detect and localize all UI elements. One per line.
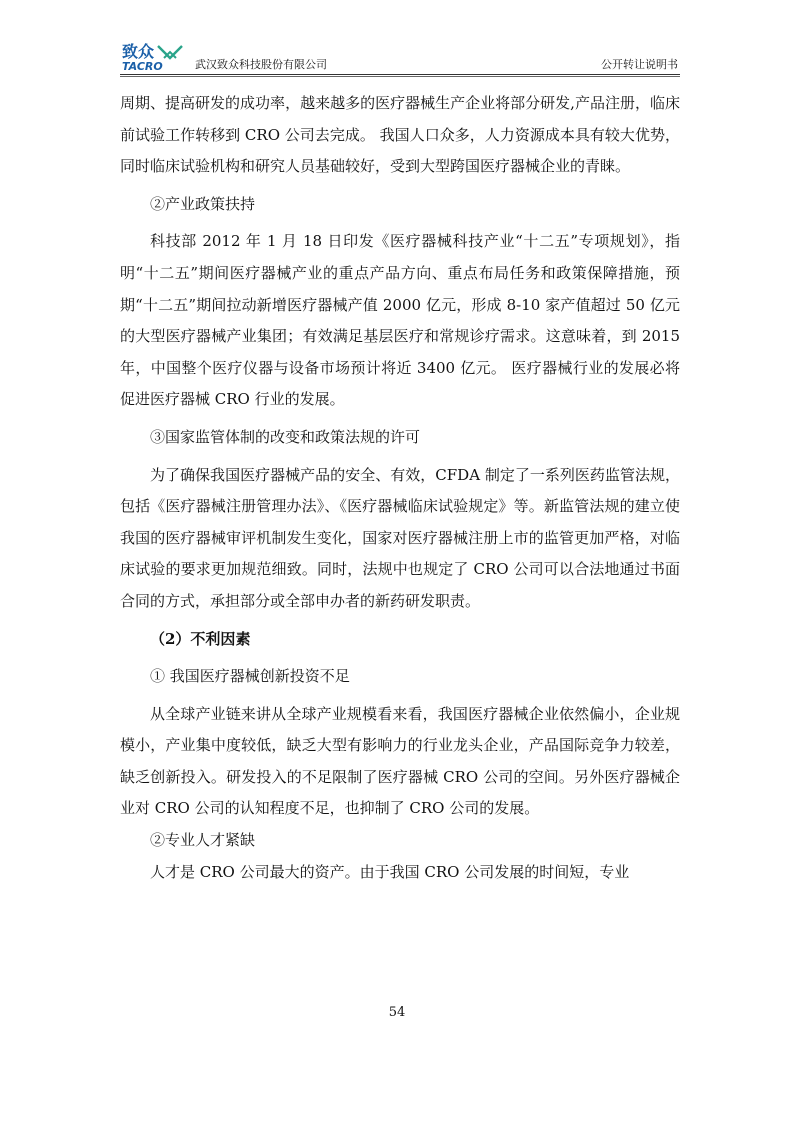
- subsection-heading: ③国家监管体制的改变和政策法规的许可: [150, 427, 421, 446]
- company-name: 武汉致众科技股份有限公司: [195, 58, 327, 71]
- document-type: 公开转让说明书: [601, 58, 678, 71]
- body-paragraph: 科技部 2012 年 1 月 18 日印发《医疗器械科技产业“十二五”专项规划》，指明“十二五”期间医疗器械产业的重点产品方向、重点布局任务和政策保障措施，预期“十二五”期间拉动新增医疗器械产值 2000 亿元，形成 8-10 家产值超过 50 亿元的大型医疗器械产业集团；有效满足基层医疗和常规诊疗需求。这意味着，到 2015 年，中国整个医疗仪器与设备市场预计将近 3400 亿元。 医疗器械行业的发展必将促进医疗器械 CRO 行业的发展。: [120, 232, 680, 409]
- header-rule: [120, 74, 680, 75]
- svg-text:TACRO: TACRO: [122, 60, 163, 72]
- subsection-heading: ②产业政策扶持: [150, 194, 256, 213]
- page-number: 54: [388, 1005, 406, 1020]
- body-paragraph: 人才是 CRO 公司最大的资产。由于我国 CRO 公司发展的时间短，专业: [150, 862, 630, 881]
- header-rule-thin: [120, 76, 680, 77]
- svg-text:致众: 致众: [122, 42, 155, 61]
- document-body: [120, 88, 680, 888]
- body-paragraph: 周期、提高研发的成功率，越来越多的医疗器械生产企业将部分研发,产品注册，临床前试验工作转移到 CRO 公司去完成。 我国人口众多，人力资源成本具有较大优势，同时临床试验机构和研究人员基础较好，受到大型跨国医疗器械企业的青睐。: [120, 94, 680, 176]
- subsection-heading: ②专业人才紧缺: [150, 831, 256, 850]
- body-paragraph: 从全球产业链来讲从全球产业规模看来看，我国医疗器械企业依然偏小，企业规模小，产业集中度较低，缺乏大型有影响力的行业龙头企业，产品国际竞争力较差，缺乏创新投入。研发投入的不足限制了医疗器械 CRO 公司的空间。另外医疗器械企业对 CRO 公司的认知程度不足，也抑制了 CRO 公司的发展。: [120, 704, 680, 818]
- body-paragraph: 为了确保我国医疗器械产品的安全、有效，CFDA 制定了一系列医药监管法规，包括《医疗器械注册管理办法》、《医疗器械临床试验规定》等。新监管法规的建立使我国的医疗器械审评机制发生变化，国家对医疗器械注册上市的监管更加严格，对临床试验的要求更加规范细致。同时，法规中也规定了 CRO 公司可以合法地通过书面合同的方式，承担部分或全部申办者的新药研发职责。: [120, 465, 680, 610]
- page-header: [120, 40, 680, 74]
- section-heading: （2）不利因素: [150, 629, 251, 648]
- company-logo: [120, 42, 190, 72]
- subsection-heading: ① 我国医疗器械创新投资不足: [150, 667, 350, 686]
